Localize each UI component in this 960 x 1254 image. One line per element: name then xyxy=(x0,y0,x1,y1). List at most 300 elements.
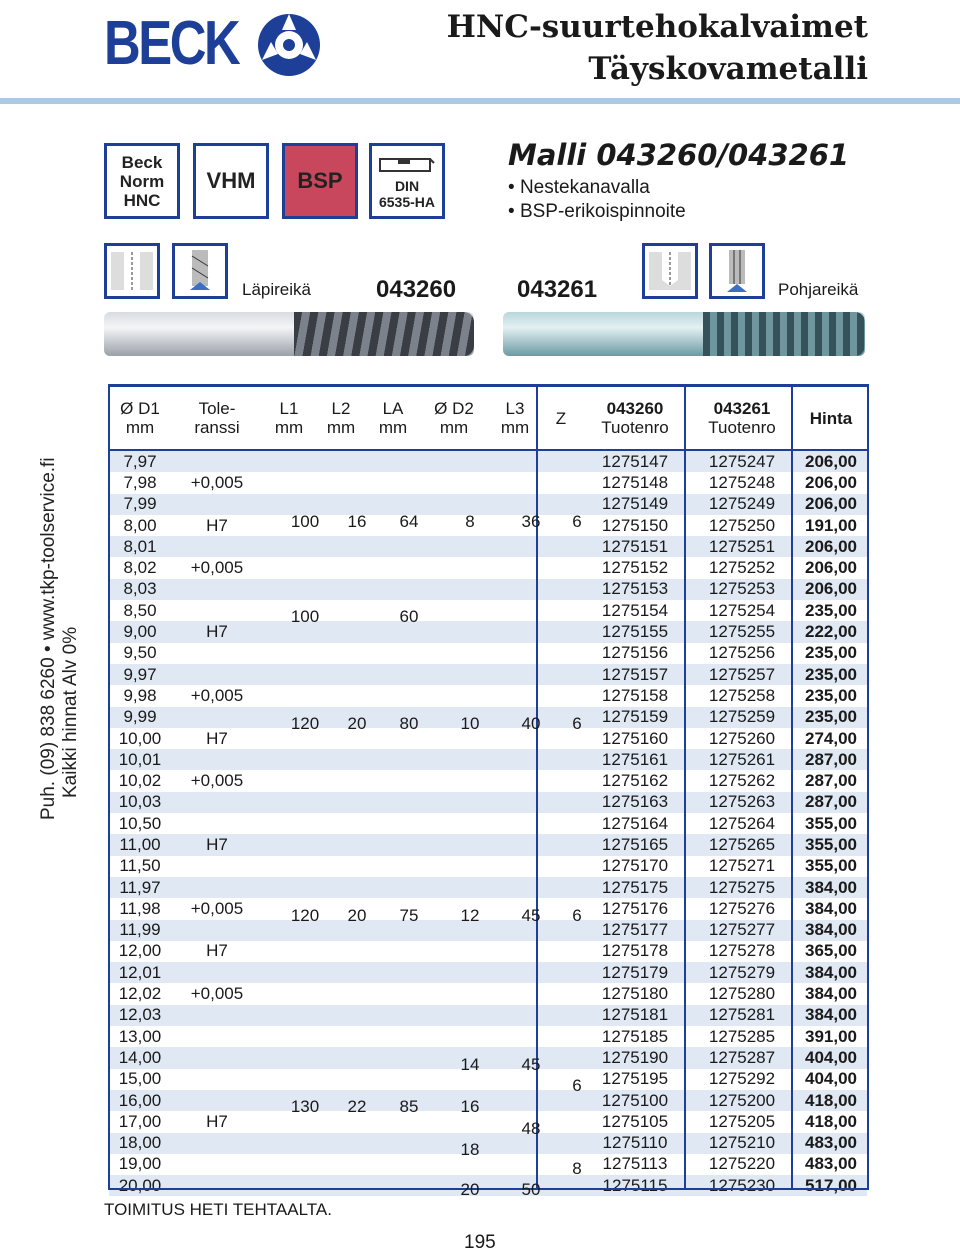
l1-cell xyxy=(263,664,315,685)
merged-spec-value: 22 xyxy=(347,1097,367,1117)
d2-cell xyxy=(419,557,489,578)
price-cell: 206,00 xyxy=(795,450,867,472)
la-cell xyxy=(367,877,419,898)
price-cell: 287,00 xyxy=(795,770,867,791)
l1-cell xyxy=(263,770,315,791)
la-cell xyxy=(367,450,419,472)
merged-spec-value: 120 xyxy=(290,713,320,733)
price-cell: 404,00 xyxy=(795,1069,867,1090)
code-043260-cell: 1275176 xyxy=(581,898,689,919)
d1-cell: 8,00 xyxy=(109,515,171,536)
code-043260-cell: 1275110 xyxy=(581,1133,689,1154)
d1-cell: 9,97 xyxy=(109,664,171,685)
d1-cell: 10,00 xyxy=(109,728,171,749)
d2-cell xyxy=(419,770,489,791)
d1-cell: 10,50 xyxy=(109,813,171,834)
l1-cell xyxy=(263,472,315,493)
l2-cell xyxy=(315,1133,367,1154)
l2-cell xyxy=(315,536,367,557)
l1-cell xyxy=(263,685,315,706)
code-043260-cell: 1275179 xyxy=(581,962,689,983)
column-divider xyxy=(791,386,793,1188)
code-043260-cell: 1275165 xyxy=(581,834,689,855)
la-cell xyxy=(367,770,419,791)
reamer-043260-image xyxy=(104,312,474,356)
tolerance-cell xyxy=(171,962,263,983)
price-cell: 418,00 xyxy=(795,1090,867,1111)
z-cell xyxy=(541,536,581,557)
l3-cell xyxy=(489,792,541,813)
la-cell xyxy=(367,813,419,834)
d1-cell: 8,01 xyxy=(109,536,171,557)
price-cell: 287,00 xyxy=(795,792,867,813)
tolerance-cell xyxy=(171,494,263,515)
d2-cell xyxy=(419,877,489,898)
table-row xyxy=(109,834,867,855)
l1-cell xyxy=(263,1133,315,1154)
code-043260-cell: 1275157 xyxy=(581,664,689,685)
d2-cell xyxy=(419,983,489,1004)
la-cell xyxy=(367,941,419,962)
d2-cell xyxy=(419,450,489,472)
tolerance-cell: +0,005 xyxy=(171,898,263,919)
d2-cell xyxy=(419,472,489,493)
title-line-1: HNC-suurtehokalvaimet xyxy=(446,9,868,45)
d1-cell: 15,00 xyxy=(109,1069,171,1090)
la-cell xyxy=(367,856,419,877)
price-cell: 235,00 xyxy=(795,685,867,706)
la-cell xyxy=(367,834,419,855)
la-cell xyxy=(367,1026,419,1047)
z-cell xyxy=(541,856,581,877)
la-cell xyxy=(367,792,419,813)
l1-cell xyxy=(263,749,315,770)
l3-cell xyxy=(489,962,541,983)
price-cell: 384,00 xyxy=(795,983,867,1004)
code-043260-cell: 1275160 xyxy=(581,728,689,749)
code-043260-cell: 1275156 xyxy=(581,643,689,664)
header-rule xyxy=(0,98,960,104)
z-cell xyxy=(541,557,581,578)
l3-cell xyxy=(489,643,541,664)
l3-cell xyxy=(489,941,541,962)
l3-cell xyxy=(489,856,541,877)
code-043261-cell: 1275260 xyxy=(689,728,795,749)
z-cell xyxy=(541,621,581,642)
price-cell: 206,00 xyxy=(795,557,867,578)
tolerance-cell xyxy=(171,579,263,600)
l1-cell xyxy=(263,983,315,1004)
l3-cell xyxy=(489,877,541,898)
d1-cell: 7,98 xyxy=(109,472,171,493)
code-043261-cell: 1275220 xyxy=(689,1154,795,1175)
price-cell: 191,00 xyxy=(795,515,867,536)
code-043260-cell: 1275158 xyxy=(581,685,689,706)
z-cell xyxy=(541,450,581,472)
l2-cell xyxy=(315,557,367,578)
l2-cell xyxy=(315,813,367,834)
d1-cell: 12,02 xyxy=(109,983,171,1004)
z-cell xyxy=(541,472,581,493)
tolerance-cell xyxy=(171,1090,263,1111)
la-cell xyxy=(367,643,419,664)
d1-cell: 17,00 xyxy=(109,1111,171,1132)
tolerance-cell xyxy=(171,920,263,941)
la-cell xyxy=(367,472,419,493)
price-cell: 222,00 xyxy=(795,621,867,642)
code-043260-cell: 1275161 xyxy=(581,749,689,770)
column-header: 043261 Tuotenro xyxy=(689,386,795,450)
z-cell xyxy=(541,579,581,600)
price-cell: 355,00 xyxy=(795,834,867,855)
tolerance-cell: H7 xyxy=(171,834,263,855)
code-043260-cell: 1275190 xyxy=(581,1047,689,1068)
d1-cell: 7,99 xyxy=(109,494,171,515)
code-043260-cell: 1275162 xyxy=(581,770,689,791)
l1-cell xyxy=(263,557,315,578)
l1-cell xyxy=(263,1026,315,1047)
la-cell xyxy=(367,749,419,770)
code-043261-cell: 1275230 xyxy=(689,1175,795,1196)
l1-cell xyxy=(263,856,315,877)
code-043261-cell: 1275264 xyxy=(689,813,795,834)
spiral-reamer-icon xyxy=(172,243,228,299)
la-cell xyxy=(367,557,419,578)
through-hole-icon xyxy=(104,243,160,299)
code-043261-cell: 1275257 xyxy=(689,664,795,685)
code-043260-cell: 1275180 xyxy=(581,983,689,1004)
code-043260-cell: 1275155 xyxy=(581,621,689,642)
column-header: LA mm xyxy=(367,386,419,450)
code-043260-cell: 1275181 xyxy=(581,1005,689,1026)
code-043261-cell: 1275248 xyxy=(689,472,795,493)
table-row xyxy=(109,685,867,706)
code-043261-cell: 1275262 xyxy=(689,770,795,791)
l1-cell xyxy=(263,1005,315,1026)
d1-cell: 12,00 xyxy=(109,941,171,962)
tolerance-cell xyxy=(171,600,263,621)
reamer-043261-image xyxy=(503,312,865,356)
z-cell xyxy=(541,941,581,962)
beck-norm-badge: Beck Norm HNC xyxy=(104,143,180,219)
d2-cell xyxy=(419,834,489,855)
d1-cell: 11,99 xyxy=(109,920,171,941)
l2-cell xyxy=(315,983,367,1004)
tolerance-cell xyxy=(171,707,263,728)
merged-spec-value: 10 xyxy=(460,713,480,733)
l2-cell xyxy=(315,1026,367,1047)
straight-reamer-icon xyxy=(709,243,765,299)
column-header: Tole- ranssi xyxy=(171,386,263,450)
code-043261-cell: 1275258 xyxy=(689,685,795,706)
code-043261-cell: 1275210 xyxy=(689,1133,795,1154)
table-row xyxy=(109,450,867,472)
code-043261-cell: 1275275 xyxy=(689,877,795,898)
code-043261-cell: 1275251 xyxy=(689,536,795,557)
d2-cell xyxy=(419,792,489,813)
code-043261: 043261 xyxy=(517,276,598,303)
code-043261-cell: 1275200 xyxy=(689,1090,795,1111)
z-cell xyxy=(541,1005,581,1026)
d1-cell: 11,98 xyxy=(109,898,171,919)
table-row xyxy=(109,792,867,813)
merged-spec-value: 8 xyxy=(465,511,475,531)
d1-cell: 9,00 xyxy=(109,621,171,642)
price-cell: 418,00 xyxy=(795,1111,867,1132)
code-043260-cell: 1275153 xyxy=(581,579,689,600)
code-043261-cell: 1275280 xyxy=(689,983,795,1004)
l2-cell xyxy=(315,472,367,493)
merged-spec-value: 36 xyxy=(521,511,541,531)
code-043260-cell: 1275150 xyxy=(581,515,689,536)
d1-cell: 12,03 xyxy=(109,1005,171,1026)
d2-cell xyxy=(419,962,489,983)
tolerance-cell xyxy=(171,1069,263,1090)
tolerance-cell xyxy=(171,749,263,770)
d1-cell: 20,00 xyxy=(109,1175,171,1196)
price-cell: 235,00 xyxy=(795,664,867,685)
page-title xyxy=(447,6,868,90)
table-row xyxy=(109,941,867,962)
table-row xyxy=(109,877,867,898)
z-cell xyxy=(541,1026,581,1047)
l1-cell xyxy=(263,834,315,855)
tolerance-cell xyxy=(171,536,263,557)
column-header: L1 mm xyxy=(263,386,315,450)
table-row xyxy=(109,770,867,791)
d2-cell xyxy=(419,536,489,557)
l2-cell xyxy=(315,579,367,600)
l1-cell xyxy=(263,792,315,813)
code-043261-cell: 1275292 xyxy=(689,1069,795,1090)
price-cell: 391,00 xyxy=(795,1026,867,1047)
code-043261-cell: 1275252 xyxy=(689,557,795,578)
d2-cell xyxy=(419,941,489,962)
tolerance-cell xyxy=(171,450,263,472)
code-043260-cell: 1275151 xyxy=(581,536,689,557)
code-043260-cell: 1275164 xyxy=(581,813,689,834)
feature-list xyxy=(508,176,686,224)
title-line-2: Täyskovametalli xyxy=(588,51,868,87)
la-cell xyxy=(367,1175,419,1196)
code-043260-cell: 1275115 xyxy=(581,1175,689,1196)
l2-cell xyxy=(315,749,367,770)
delivery-note: TOIMITUS HETI TEHTAALTA. xyxy=(104,1200,332,1219)
merged-spec-value: 14 xyxy=(460,1054,480,1074)
column-header: Hinta xyxy=(795,386,867,450)
merged-spec-value: 85 xyxy=(399,1097,419,1117)
l2-cell xyxy=(315,1175,367,1196)
code-043261-cell: 1275277 xyxy=(689,920,795,941)
z-cell xyxy=(541,792,581,813)
l2-cell xyxy=(315,877,367,898)
tolerance-cell: H7 xyxy=(171,515,263,536)
price-cell: 483,00 xyxy=(795,1133,867,1154)
l3-cell xyxy=(489,536,541,557)
table-row xyxy=(109,536,867,557)
din-badge: DIN 6535-HA xyxy=(369,143,445,219)
d1-cell: 9,98 xyxy=(109,685,171,706)
l3-cell xyxy=(489,770,541,791)
merged-spec-value: 48 xyxy=(521,1118,541,1138)
through-hole-label: Läpireikä xyxy=(242,280,311,299)
merged-spec-value: 16 xyxy=(347,511,367,531)
z-cell xyxy=(541,813,581,834)
merged-spec-value: 100 xyxy=(290,607,320,627)
column-header: L3 mm xyxy=(489,386,541,450)
code-043260-cell: 1275113 xyxy=(581,1154,689,1175)
code-043261-cell: 1275254 xyxy=(689,600,795,621)
merged-spec-value: 18 xyxy=(460,1139,480,1159)
d1-cell: 9,50 xyxy=(109,643,171,664)
l2-cell xyxy=(315,834,367,855)
d1-cell: 10,02 xyxy=(109,770,171,791)
tolerance-cell xyxy=(171,664,263,685)
d1-cell: 10,03 xyxy=(109,792,171,813)
d1-cell: 11,00 xyxy=(109,834,171,855)
code-043260-cell: 1275154 xyxy=(581,600,689,621)
price-cell: 365,00 xyxy=(795,941,867,962)
code-043261-cell: 1275253 xyxy=(689,579,795,600)
table-row xyxy=(109,983,867,1004)
table-row xyxy=(109,962,867,983)
merged-spec-value: 64 xyxy=(399,511,419,531)
l2-cell xyxy=(315,685,367,706)
d2-cell xyxy=(419,664,489,685)
d1-cell: 9,99 xyxy=(109,707,171,728)
blind-hole-label: Pohjareikä xyxy=(778,280,859,299)
merged-spec-value: 20 xyxy=(460,1180,480,1200)
code-043260-cell: 1275185 xyxy=(581,1026,689,1047)
la-cell xyxy=(367,1133,419,1154)
merged-spec-value: 8 xyxy=(572,1159,582,1179)
d2-cell xyxy=(419,643,489,664)
l2-cell xyxy=(315,450,367,472)
code-043261-cell: 1275250 xyxy=(689,515,795,536)
l2-cell xyxy=(315,941,367,962)
d1-cell: 12,01 xyxy=(109,962,171,983)
price-cell: 355,00 xyxy=(795,813,867,834)
code-043260-cell: 1275147 xyxy=(581,450,689,472)
d1-cell: 11,97 xyxy=(109,877,171,898)
l3-cell xyxy=(489,600,541,621)
z-cell xyxy=(541,685,581,706)
code-043260-cell: 1275170 xyxy=(581,856,689,877)
vhm-badge: VHM xyxy=(193,143,269,219)
feature-item: • Nestekanavalla xyxy=(508,177,650,198)
merged-spec-value: 130 xyxy=(290,1097,320,1117)
tolerance-cell: +0,005 xyxy=(171,983,263,1004)
la-cell xyxy=(367,1005,419,1026)
table-row xyxy=(109,557,867,578)
tolerance-cell xyxy=(171,877,263,898)
merged-spec-value: 6 xyxy=(572,713,582,733)
tolerance-cell xyxy=(171,1005,263,1026)
code-043261-cell: 1275249 xyxy=(689,494,795,515)
z-cell xyxy=(541,664,581,685)
code-043260-cell: 1275195 xyxy=(581,1069,689,1090)
merged-spec-value: 50 xyxy=(521,1180,541,1200)
code-043261-cell: 1275281 xyxy=(689,1005,795,1026)
d1-cell: 13,00 xyxy=(109,1026,171,1047)
tolerance-cell xyxy=(171,1133,263,1154)
table-row xyxy=(109,856,867,877)
merged-spec-value: 75 xyxy=(399,905,419,925)
tolerance-cell: H7 xyxy=(171,941,263,962)
code-043261-cell: 1275205 xyxy=(689,1111,795,1132)
code-043261-cell: 1275256 xyxy=(689,643,795,664)
merged-spec-value: 120 xyxy=(290,905,320,925)
z-cell xyxy=(541,983,581,1004)
column-header: Ø D2 mm xyxy=(419,386,489,450)
tolerance-cell: +0,005 xyxy=(171,770,263,791)
tolerance-cell xyxy=(171,792,263,813)
d1-cell: 16,00 xyxy=(109,1090,171,1111)
l1-cell xyxy=(263,941,315,962)
la-cell xyxy=(367,664,419,685)
feature-item: • BSP-erikoispinnoite xyxy=(508,201,686,222)
tolerance-cell xyxy=(171,1047,263,1068)
table-row xyxy=(109,813,867,834)
l3-cell xyxy=(489,983,541,1004)
code-043260-cell: 1275163 xyxy=(581,792,689,813)
la-cell xyxy=(367,536,419,557)
la-cell xyxy=(367,962,419,983)
merged-spec-value: 100 xyxy=(290,511,320,531)
l3-cell xyxy=(489,834,541,855)
table-row xyxy=(109,472,867,493)
table-row xyxy=(109,1026,867,1047)
la-cell xyxy=(367,1154,419,1175)
price-cell: 206,00 xyxy=(795,494,867,515)
price-cell: 206,00 xyxy=(795,536,867,557)
brand-text: BECK xyxy=(104,9,239,78)
l2-cell xyxy=(315,1047,367,1068)
l3-cell xyxy=(489,450,541,472)
price-cell: 235,00 xyxy=(795,707,867,728)
d2-cell xyxy=(419,685,489,706)
l1-cell xyxy=(263,579,315,600)
tolerance-cell xyxy=(171,643,263,664)
beck-logo xyxy=(104,8,324,80)
code-043261-cell: 1275263 xyxy=(689,792,795,813)
l1-cell xyxy=(263,536,315,557)
tolerance-cell xyxy=(171,856,263,877)
code-043260-cell: 1275152 xyxy=(581,557,689,578)
d2-cell xyxy=(419,749,489,770)
d1-cell: 8,02 xyxy=(109,557,171,578)
table-row xyxy=(109,600,867,621)
l3-cell xyxy=(489,1026,541,1047)
l2-cell xyxy=(315,962,367,983)
code-043260: 043260 xyxy=(376,276,457,303)
bsp-badge: BSP xyxy=(282,143,358,219)
table-row xyxy=(109,749,867,770)
d2-cell xyxy=(419,1005,489,1026)
code-043260-cell: 1275159 xyxy=(581,707,689,728)
l2-cell xyxy=(315,792,367,813)
price-note: Kaikki hinnat Alv 0% xyxy=(60,626,81,798)
code-043261-cell: 1275285 xyxy=(689,1026,795,1047)
l3-cell xyxy=(489,621,541,642)
table-row xyxy=(109,579,867,600)
z-cell xyxy=(541,834,581,855)
la-cell xyxy=(367,685,419,706)
l2-cell xyxy=(315,1069,367,1090)
merged-spec-value: 45 xyxy=(521,1054,541,1074)
code-043260-cell: 1275100 xyxy=(581,1090,689,1111)
code-043261-cell: 1275255 xyxy=(689,621,795,642)
